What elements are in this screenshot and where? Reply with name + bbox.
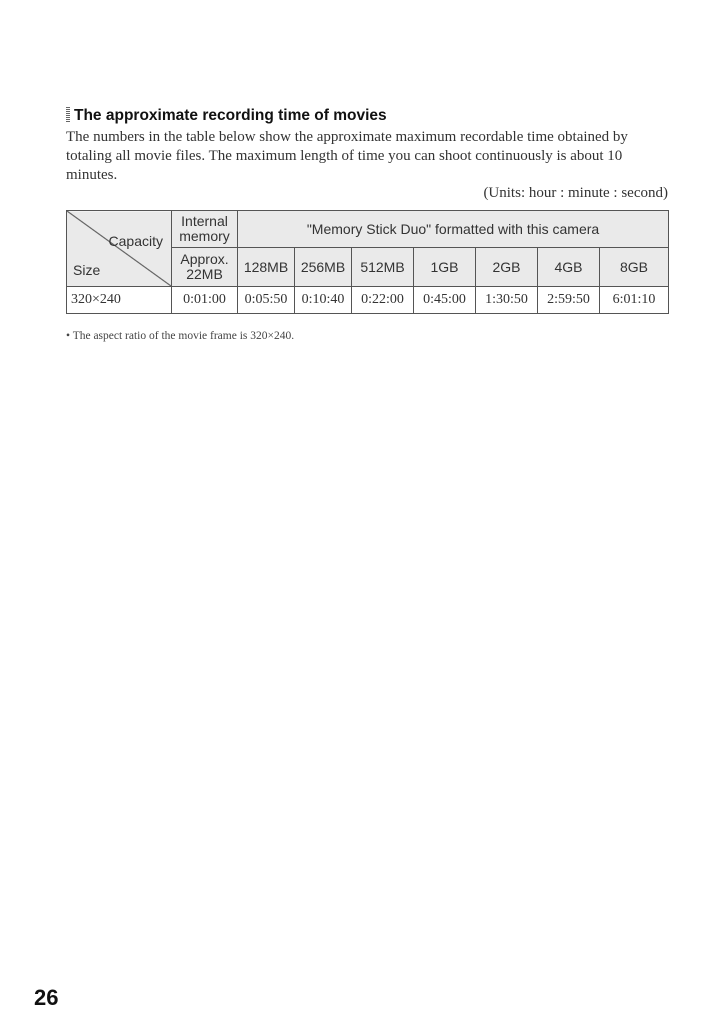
capacity-cell: 1GB	[414, 248, 476, 287]
capacity-cell: 512MB	[352, 248, 414, 287]
time-cell: 6:01:10	[600, 287, 669, 314]
table-row	[67, 287, 669, 314]
time-cell: 0:45:00	[414, 287, 476, 314]
size-header: Size	[73, 262, 101, 278]
approx-line2: 22MB	[186, 266, 223, 282]
capacity-header: Capacity	[108, 233, 163, 249]
section-heading-text: The approximate recording time of movies	[74, 107, 387, 124]
capacity-cell: 4GB	[538, 248, 600, 287]
section-heading	[66, 106, 666, 126]
page-number: 26	[34, 985, 59, 1010]
footnote: • The aspect ratio of the movie frame is 320×240.	[66, 330, 295, 342]
internal-capacity-cell	[172, 248, 238, 287]
table-corner-header	[67, 211, 172, 287]
recording-time-table	[66, 210, 669, 314]
time-cell: 1:30:50	[476, 287, 538, 314]
internal-memory-line1: Internal	[181, 213, 228, 229]
time-cell: 2:59:50	[538, 287, 600, 314]
size-cell: 320×240	[67, 287, 172, 314]
memory-stick-header: "Memory Stick Duo" formatted with this camera	[238, 211, 669, 248]
approx-line1: Approx.	[180, 251, 229, 267]
capacity-cell: 256MB	[295, 248, 352, 287]
time-cell: 0:22:00	[352, 287, 414, 314]
time-cell: 0:01:00	[172, 287, 238, 314]
time-cell: 0:10:40	[295, 287, 352, 314]
section-marker-icon	[66, 107, 70, 122]
time-cell: 0:05:50	[238, 287, 295, 314]
internal-memory-header	[172, 211, 238, 248]
capacity-cell: 8GB	[600, 248, 669, 287]
internal-memory-line2: memory	[179, 228, 230, 244]
units-label: (Units: hour : minute : second)	[483, 185, 668, 201]
capacity-cell: 2GB	[476, 248, 538, 287]
capacity-cell: 128MB	[238, 248, 295, 287]
intro-paragraph: The numbers in the table below show the approximate maximum recordable time obtained by totaling all movie files. The maximum length of time you can shoot continuously is about 10 minutes.	[66, 129, 628, 183]
